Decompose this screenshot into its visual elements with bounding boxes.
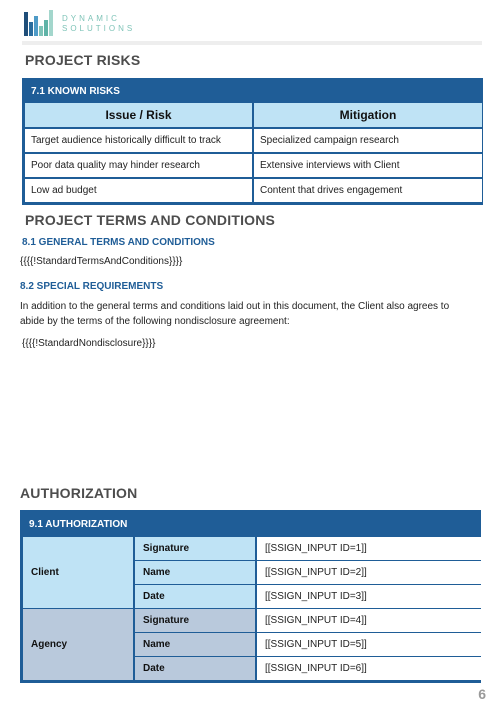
general-terms-heading: 8.1 GENERAL TERMS AND CONDITIONS <box>22 237 215 248</box>
client-date-field[interactable]: [[SSIGN_INPUT ID=3]] <box>257 585 483 608</box>
header-divider <box>22 41 482 45</box>
known-risks-table <box>22 78 483 205</box>
authorization-heading: AUTHORIZATION <box>20 485 138 501</box>
agency-name-field[interactable]: [[SSIGN_INPUT ID=5]] <box>257 633 483 656</box>
general-terms-placeholder: {{{{!StandardTermsAndConditions}}}} <box>20 256 183 267</box>
terms-heading: PROJECT TERMS AND CONDITIONS <box>25 212 276 228</box>
risk-mitigation-cell: Specialized campaign research <box>254 129 482 152</box>
special-requirements-text <box>20 299 486 329</box>
risk-issue-cell: Low ad budget <box>25 179 252 202</box>
logo-text <box>62 14 135 34</box>
risk-mitigation-cell: Content that drives engagement <box>254 179 482 202</box>
client-date-label: Date <box>135 585 255 608</box>
company-logo <box>24 8 144 38</box>
special-requirements-line-2: abide by the terms of the following nondisclosure agreement: <box>20 316 290 327</box>
client-signature-label: Signature <box>135 537 255 560</box>
column-header-mitigation: Mitigation <box>254 103 482 127</box>
agency-date-label: Date <box>135 657 255 680</box>
agency-signature-field[interactable]: [[SSIGN_INPUT ID=4]] <box>257 609 483 632</box>
risks-grid <box>25 103 480 202</box>
special-requirements-heading: 8.2 SPECIAL REQUIREMENTS <box>20 281 164 292</box>
client-signature-field[interactable]: [[SSIGN_INPUT ID=1]] <box>257 537 483 560</box>
special-requirements-line-1: In addition to the general terms and conditions laid out in this document, the Client also agrees to <box>20 301 450 312</box>
agency-date-field[interactable]: [[SSIGN_INPUT ID=6]] <box>257 657 483 680</box>
risk-mitigation-cell: Extensive interviews with Client <box>254 154 482 177</box>
bar-chart-logo-icon <box>24 8 58 36</box>
page-number: 6 <box>478 686 486 702</box>
party-client: Client <box>23 537 133 608</box>
column-header-issue: Issue / Risk <box>25 103 252 127</box>
known-risks-table-title: 7.1 KNOWN RISKS <box>31 86 120 97</box>
risk-issue-cell: Poor data quality may hinder research <box>25 154 252 177</box>
client-name-label: Name <box>135 561 255 584</box>
risk-issue-cell: Target audience historically difficult to track <box>25 129 252 152</box>
project-risks-heading: PROJECT RISKS <box>25 52 141 68</box>
logo-line-2: SOLUTIONS <box>62 24 136 33</box>
authorization-table-title: 9.1 AUTHORIZATION <box>29 519 128 530</box>
agency-signature-label: Signature <box>135 609 255 632</box>
client-name-field[interactable]: [[SSIGN_INPUT ID=2]] <box>257 561 483 584</box>
agency-name-label: Name <box>135 633 255 656</box>
logo-line-1: DYNAMIC <box>62 14 120 23</box>
party-agency: Agency <box>23 609 133 680</box>
authorization-table <box>20 510 481 683</box>
authorization-grid <box>23 537 478 680</box>
nda-placeholder: {{{{!StandardNondisclosure}}}} <box>22 338 156 349</box>
